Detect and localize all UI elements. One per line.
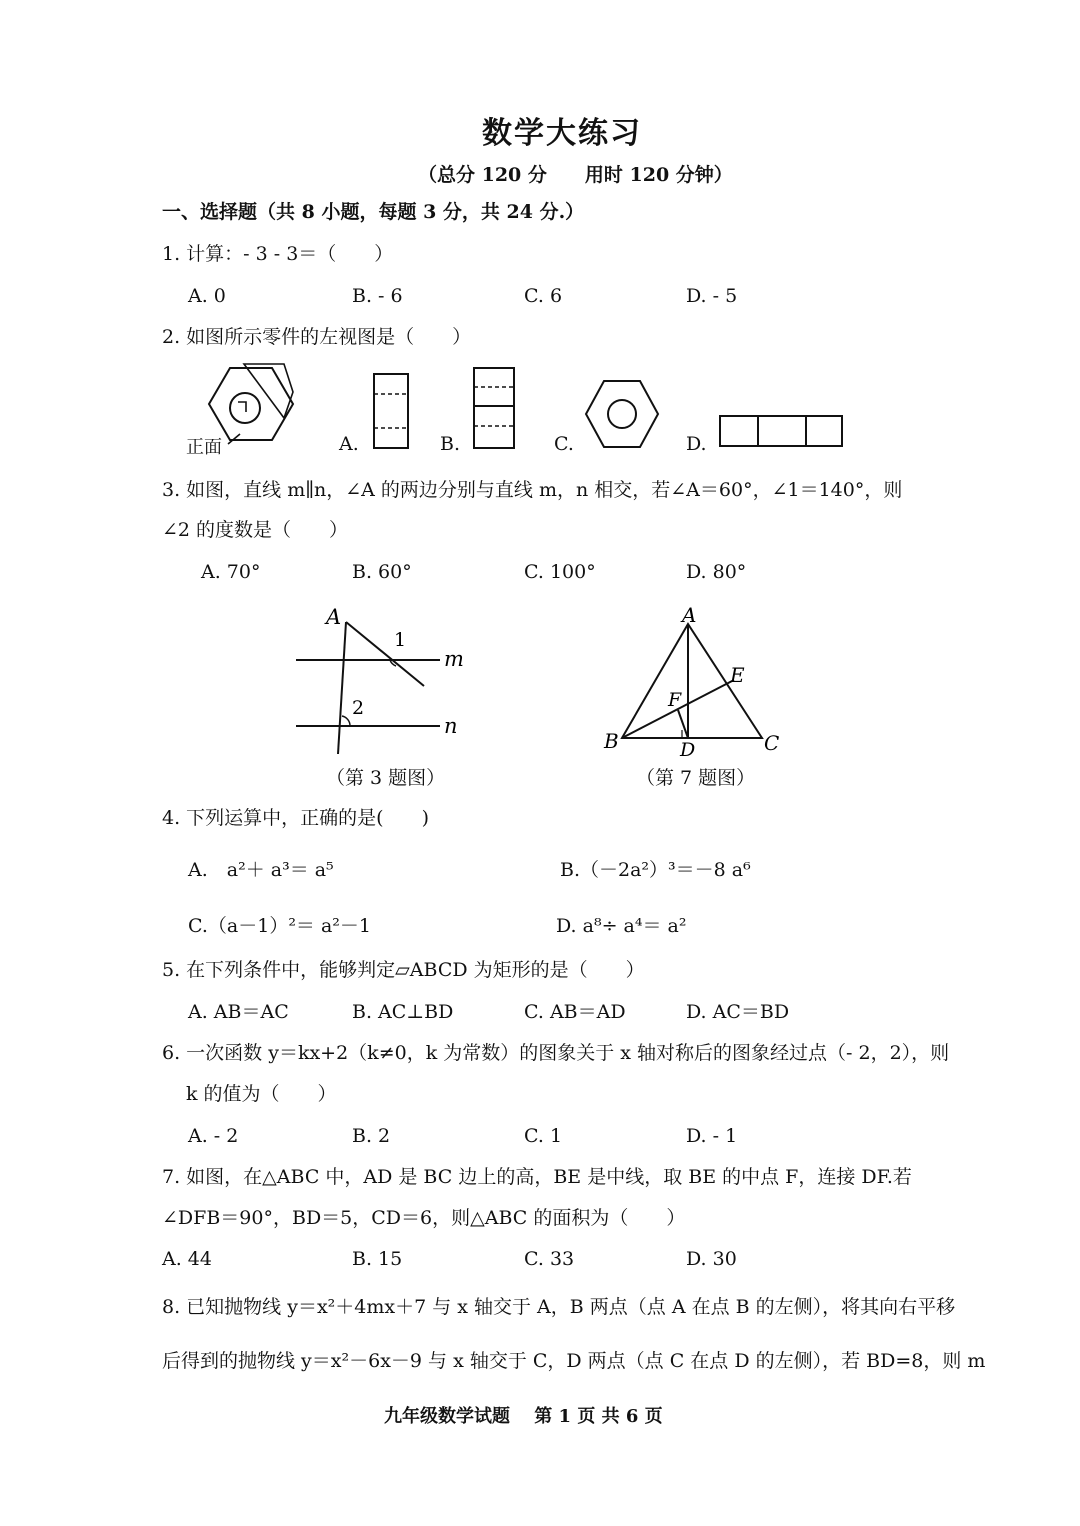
question-1-option-c: C. 6 bbox=[524, 285, 563, 307]
question-7-line-1: 7. 如图，在△ABC 中，AD 是 BC 边上的高，BE 是中线，取 BE 的中点 F，连接 DF.若 bbox=[162, 1166, 912, 1188]
figure-7-label-b: B bbox=[604, 729, 619, 753]
page-title: 数学大练习 bbox=[482, 116, 642, 151]
question-7-option-d: D. 30 bbox=[686, 1248, 737, 1270]
figure-3-label-m: m bbox=[444, 647, 464, 671]
question-8-line-2: 后得到的抛物线 y＝x²－6x－9 与 x 轴交于 C，D 两点（点 C 在点 D 的左侧），若 BD=8，则 m bbox=[162, 1350, 986, 1372]
question-6-option-b: B. 2 bbox=[352, 1125, 391, 1147]
option-b-view bbox=[472, 366, 518, 452]
question-5-option-c: C. AB＝AD bbox=[524, 1001, 626, 1023]
page-subtitle: （总分 120 分 用时 120 分钟） bbox=[418, 164, 733, 186]
question-2-label-b: B. bbox=[440, 433, 461, 455]
figure-7-label-c: C bbox=[764, 731, 780, 755]
question-2-stem: 2. 如图所示零件的左视图是（ ） bbox=[162, 326, 472, 348]
section-heading: 一、选择题（共 8 小题，每题 3 分，共 24 分.） bbox=[162, 201, 585, 223]
option-d-view bbox=[718, 414, 846, 450]
question-2-label-d: D. bbox=[686, 433, 707, 455]
question-2-label-c: C. bbox=[554, 433, 574, 455]
page-footer: 九年级数学试题 第 1 页 共 6 页 bbox=[384, 1406, 663, 1427]
figure-7-diagram bbox=[598, 602, 788, 762]
question-7-option-b: B. 15 bbox=[352, 1248, 403, 1270]
question-1-option-b: B. - 6 bbox=[352, 285, 403, 307]
figure-7-label-a: A bbox=[682, 603, 697, 627]
question-4-option-a: A. a²＋ a³＝ a⁵ bbox=[188, 859, 334, 881]
question-4-option-b: B.（－2a²）³＝－8 a⁶ bbox=[560, 859, 751, 881]
question-5-option-b: B. AC⊥BD bbox=[352, 1001, 454, 1023]
option-a-view bbox=[372, 372, 412, 452]
question-5-stem: 5. 在下列条件中，能够判定▱ABCD 为矩形的是（ ） bbox=[162, 959, 645, 981]
question-2-label-a: A. bbox=[339, 433, 359, 455]
question-4-option-c: C.（a－1）²＝ a²－1 bbox=[188, 915, 372, 937]
question-6-option-a: A. - 2 bbox=[188, 1125, 239, 1147]
question-3-option-c: C. 100° bbox=[524, 561, 596, 583]
question-6-line-2: k 的值为（ ） bbox=[186, 1083, 337, 1105]
question-5-option-d: D. AC＝BD bbox=[686, 1001, 790, 1023]
question-3-option-a: A. 70° bbox=[201, 561, 261, 583]
question-1-option-d: D. - 5 bbox=[686, 285, 738, 307]
figure-7-label-d: D bbox=[680, 739, 696, 761]
question-3-option-d: D. 80° bbox=[686, 561, 747, 583]
question-6-line-1: 6. 一次函数 y＝kx+2（k≠0，k 为常数）的图象关于 x 轴对称后的图象经过点（- 2，2），则 bbox=[162, 1042, 950, 1064]
question-5-option-a: A. AB＝AC bbox=[188, 1001, 289, 1023]
question-7-option-a: A. 44 bbox=[162, 1248, 212, 1270]
question-3-option-b: B. 60° bbox=[352, 561, 412, 583]
question-7-line-2: ∠DFB＝90°，BD＝5，CD＝6，则△ABC 的面积为（ ） bbox=[162, 1207, 686, 1229]
figure-3-label-2: 2 bbox=[352, 697, 365, 719]
figure-3-diagram bbox=[290, 602, 480, 762]
question-6-option-c: C. 1 bbox=[524, 1125, 563, 1147]
figure-7-label-f: F bbox=[668, 689, 682, 711]
figure-3-caption: （第 3 题图） bbox=[326, 767, 446, 789]
figure-3-label-a: A bbox=[326, 605, 342, 629]
question-4-stem: 4. 下列运算中，正确的是( ) bbox=[162, 807, 429, 829]
figure-7-caption: （第 7 题图） bbox=[636, 767, 756, 789]
figure-3-label-1: 1 bbox=[394, 629, 407, 651]
figure-7-label-e: E bbox=[730, 663, 745, 687]
question-3-line-2: ∠2 的度数是（ ） bbox=[162, 519, 349, 541]
option-c-view bbox=[584, 378, 660, 450]
figure-3-label-n: n bbox=[444, 714, 458, 738]
front-label: 正面 bbox=[186, 437, 222, 458]
question-7-option-c: C. 33 bbox=[524, 1248, 575, 1270]
question-6-option-d: D. - 1 bbox=[686, 1125, 738, 1147]
question-1-option-a: A. 0 bbox=[188, 285, 226, 307]
question-8-line-1: 8. 已知抛物线 y＝x²＋4mx＋7 与 x 轴交于 A，B 两点（点 A 在点 B 的左侧），将其向右平移 bbox=[162, 1296, 956, 1318]
question-3-line-1: 3. 如图，直线 m∥n，∠A 的两边分别与直线 m，n 相交，若∠A＝60°，∠1＝140°，则 bbox=[162, 479, 903, 501]
question-4-option-d: D. a⁸÷ a⁴＝ a² bbox=[556, 915, 687, 937]
question-1-stem: 1. 计算：- 3 - 3＝（ ） bbox=[162, 243, 394, 265]
